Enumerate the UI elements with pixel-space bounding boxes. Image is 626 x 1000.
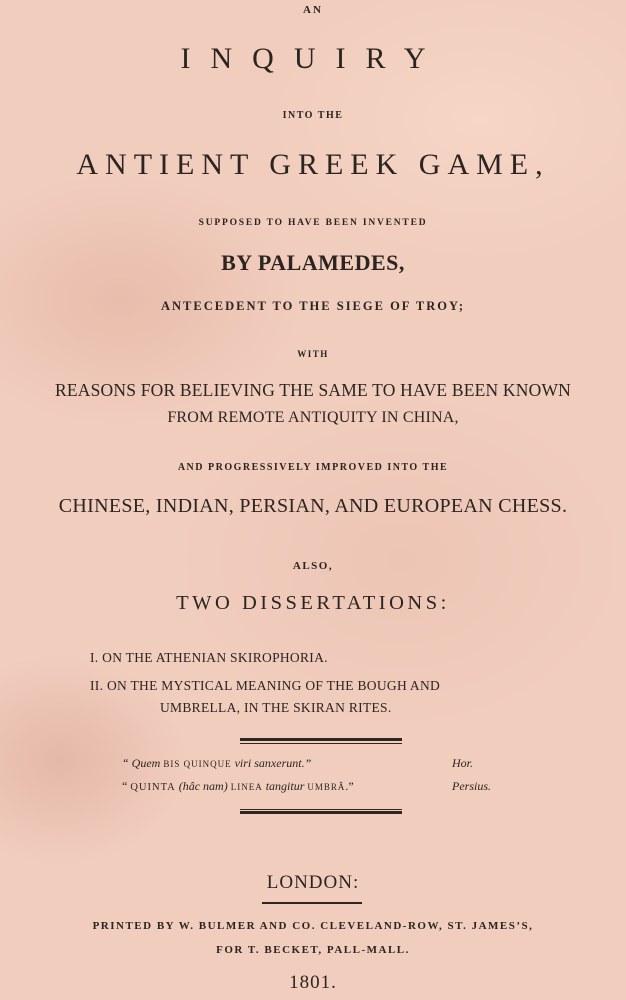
reasons-line-1: REASONS FOR BELIEVING THE SAME TO HAVE BEEN KNOWN bbox=[54, 380, 572, 400]
with-line: WITH bbox=[297, 349, 329, 359]
supposed-line: SUPPOSED TO HAVE BEEN INVENTED bbox=[198, 218, 428, 228]
epigraph-2-part-7: .” bbox=[345, 779, 354, 793]
epigraph-1-part-2: BIS QUINQUE bbox=[163, 759, 232, 769]
chess-line: CHINESE, INDIAN, PERSIAN, AND EUROPEAN CHESS. bbox=[58, 495, 568, 517]
title-into-the: INTO THE bbox=[282, 110, 344, 121]
main-title: ANTIENT GREEK GAME, bbox=[76, 148, 550, 181]
double-rule-bottom-thick bbox=[240, 811, 402, 814]
imprint-year: 1801. bbox=[289, 972, 337, 993]
epigraph-2-part-6: UMBRÂ bbox=[307, 782, 346, 792]
epigraph-2-author: Persius. bbox=[452, 779, 491, 793]
epigraph-2 bbox=[122, 779, 354, 794]
epigraph-1-part-3: viri sanxerunt.” bbox=[231, 756, 312, 770]
also-line: ALSO, bbox=[292, 560, 334, 572]
dissertation-item-2: II. ON THE MYSTICAL MEANING OF THE BOUGH AND bbox=[90, 677, 441, 693]
epigraph-1-author: Hor. bbox=[452, 756, 474, 770]
antecedent-line: ANTECEDENT TO THE SIEGE OF TROY; bbox=[160, 299, 465, 313]
double-rule-top-thick bbox=[240, 738, 402, 741]
title-an: AN bbox=[303, 4, 323, 16]
imprint-city: LONDON: bbox=[266, 872, 360, 893]
imprint-printer: PRINTED BY W. BULMER AND CO. CLEVELAND-ROW, ST. JAMES’S, bbox=[92, 920, 534, 932]
by-palamedes: BY PALAMEDES, bbox=[221, 250, 405, 275]
epigraph-2-part-4: LINEA bbox=[230, 782, 263, 792]
dissertation-item-2-continued: UMBRELLA, IN THE SKIRAN RITES. bbox=[160, 699, 392, 715]
dissertation-item-1: I. ON THE ATHENIAN SKIROPHORIA. bbox=[90, 649, 328, 665]
progressively-line: AND PROGRESSIVELY IMPROVED INTO THE bbox=[177, 462, 449, 473]
two-dissertations-heading: TWO DISSERTATIONS: bbox=[176, 592, 450, 614]
epigraph-2-part-1: “ bbox=[122, 779, 131, 793]
imprint-rule bbox=[262, 902, 362, 904]
epigraph-1 bbox=[122, 756, 311, 771]
epigraph-2-part-3: (hâc nam) bbox=[175, 779, 231, 793]
title-inquiry: INQUIRY bbox=[180, 42, 446, 75]
reasons-line-2: FROM REMOTE ANTIQUITY IN CHINA, bbox=[167, 409, 459, 426]
double-rule-top-thin bbox=[240, 743, 402, 744]
epigraph-2-part-5: tangitur bbox=[262, 779, 308, 793]
double-rule-bottom-thin bbox=[240, 809, 402, 810]
epigraph-1-part-1: “ Quem bbox=[122, 756, 164, 770]
epigraph-2-part-2: QUINTA bbox=[130, 782, 176, 793]
imprint-publisher: FOR T. BECKET, PALL-MALL. bbox=[216, 944, 410, 956]
